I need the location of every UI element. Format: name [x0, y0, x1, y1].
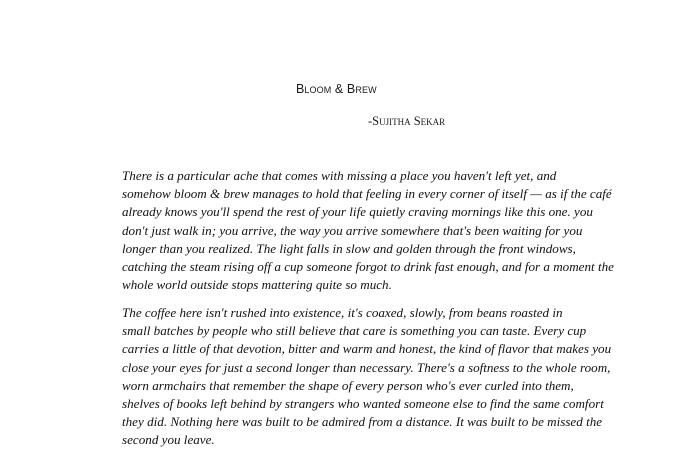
text-line: small batches by people who still believe that care is something you can taste. Every cup: [122, 323, 587, 339]
text-line: already knows you'll spend the rest of your life quietly craving mornings like this one. you: [122, 204, 593, 220]
text-line: catching the steam rising off a cup someone forgot to drink fast enough, and for a moment the: [122, 259, 614, 275]
text-line: somehow bloom & brew manages to hold that feeling in every corner of itself — as if the café: [122, 186, 612, 202]
text-line: worn armchairs that remember the shape of every person who's ever curled into them,: [122, 377, 574, 393]
text-line: close your eyes for just a second longer than necessary. There's a softness to the whole room,: [122, 359, 611, 375]
text-line: shelves of books left behind by strangers who wanted someone else to find the same comfort: [122, 395, 604, 411]
author-byline: -Sujitha Sekar: [368, 114, 446, 128]
text-line: don't just walk in; you arrive, the way you arrive somewhere that's been waiting for you: [122, 222, 583, 238]
paragraph-1: [82, 167, 614, 294]
text-line: they did. Nothing here was built to be admired from a distance. It was built to be missed the: [122, 414, 603, 430]
paragraph-2: [82, 304, 612, 450]
document-title: Bloom & Brew: [296, 82, 377, 96]
text-line: There is a particular ache that comes with missing a place you haven't left yet, and: [122, 168, 557, 183]
text-line: second you leave.: [122, 432, 215, 448]
document-body: [82, 167, 614, 450]
text-line: whole world outside stops mattering quite so much.: [122, 277, 392, 293]
text-line: longer than you realized. The light falls in slow and golden through the front windows,: [122, 240, 576, 256]
text-line: carries a little of that devotion, bitter and warm and honest, the kind of flavor that makes you: [122, 341, 612, 357]
text-line: The coffee here isn't rushed into existence, it's coaxed, slowly, from beans roasted in: [122, 304, 563, 320]
